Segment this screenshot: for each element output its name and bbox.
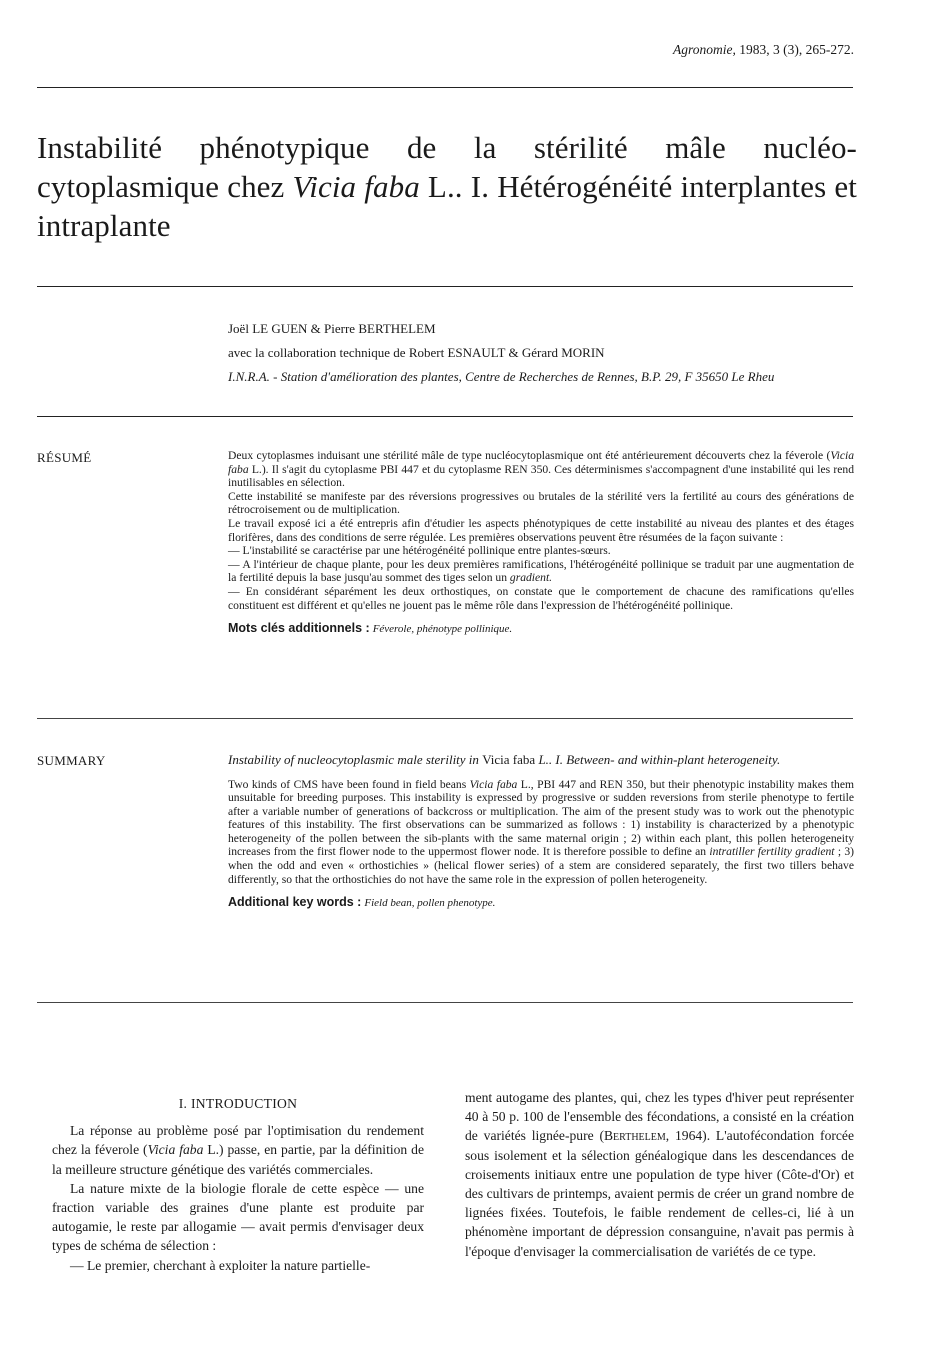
- intro-paragraph: [52, 1121, 424, 1179]
- resume-paragraph: Le travail exposé ici a été entrepris afin d'étudier les aspects phénotypiques de cette instabilité au niveau des plantes et des étages florifères, dans des conditions de serre régulée. Les premières observations peuvent être résumées de la façon suivante :: [228, 516, 854, 544]
- authors-rule: [37, 416, 853, 417]
- summary-body-text: Two kinds of CMS have been found in field beans: [228, 777, 470, 791]
- resume-p1-species: Vicia faba: [228, 449, 854, 476]
- resume-abstract: [228, 449, 854, 637]
- summary-title-species: Vicia faba: [482, 752, 536, 767]
- summary-body-text-c: ; 3) when the odd and even « orthostichies » (helical flower series) of a stem are considered separately, the first two tillers behave differently, so that the orthostichies do not have the same role in the expression of pollen heterogeneity.: [228, 845, 854, 886]
- intro-p1-text: La réponse au problème posé par l'optimisation du rendement chez la féverole (: [52, 1123, 424, 1158]
- resume-paragraph: [228, 449, 854, 490]
- author-collaboration: avec la collaboration technique de Robert ESNAULT & Gérard MORIN: [228, 345, 605, 360]
- summary-label: SUMMARY: [37, 753, 106, 768]
- summary-body-text-b: L., PBI 447 and REN 350, but their phenotypic instability makes them unsuitable for breeding purposes. This instability is expressed by progressive or sudden reversions from sterile phenotype to fertile after a variable number of generations of backcross or multiplication. The aim of the present study was to work out the phenotypic features of this instability. The first observations can be summarized as follows : 1) instability is characterized by a phenotypic heterogeneity of the pollen between the sib-plants with the same maternal origin ; 2) within each plant, this pollen heterogeneity increases from the first flower node to the uppermost flower node. It is therefore possible to define an: [228, 777, 854, 859]
- title-species: Vicia faba: [292, 169, 420, 204]
- intro-p1-text-b: L.) passe, en partie, par la définition de la meilleure structure génétique des variétés commerciales.: [52, 1142, 424, 1177]
- journal-citation: [673, 42, 854, 58]
- author-names: Joël LE GUEN & Pierre BERTHELEM: [228, 321, 436, 336]
- resume-paragraph: [228, 558, 854, 585]
- author-affiliation: I.N.R.A. - Station d'amélioration des plantes, Centre de Recherches de Rennes, B.P. 29, F 35650 Le Rheu: [228, 369, 775, 384]
- intro-column-right: [465, 1088, 854, 1261]
- intro-col2-text: ment autogame des plantes, qui, chez les types d'hiver peut représenter 40 à 50 p. 100 de l'ensemble des fécondations, a consisté en la création de variétés lignée-pure (: [465, 1090, 854, 1144]
- summary-keywords-text: Field bean, pollen phenotype.: [364, 897, 496, 910]
- intro-p1-species: Vicia faba: [147, 1142, 204, 1158]
- summary-title-text: Instability of nucleocytoplasmic male sterility in: [228, 752, 483, 767]
- resume-p5-emphasis: gradient.: [509, 571, 553, 585]
- intro-paragraph: La nature mixte de la biologie florale de cette espèce — une fraction variable des graines d'une plante est produite par autogamie, le reste par allogamie — avait permis d'envisager deux types de schéma de sélection :: [52, 1180, 424, 1254]
- resume-keywords-label: Mots clés additionnels :: [228, 621, 370, 636]
- intro-paragraph: [465, 1088, 854, 1261]
- resume-p1-text-b: L.). Il s'agit du cytoplasme PBI 447 et du cytoplasme REN 350. Ces déterminismes s'accompagnent d'une instabilité qui les rend inutilisables en sélection.: [228, 462, 854, 490]
- summary-keywords: [228, 896, 854, 911]
- resume-keywords-text: Féverole, phénotype pollinique.: [372, 623, 513, 636]
- journal-volume: 1983, 3 (3), 265-272.: [739, 42, 854, 57]
- resume-paragraph: Cette instabilité se manifeste par des réversions progressives ou brutales de la stérilité vers la fertilité au cours des générations de rétrocroisement ou de multiplication.: [228, 489, 854, 517]
- summary-body-emphasis: intratiller fertility gradient: [709, 845, 835, 859]
- summary-title-text-b: L.. I. Between- and within-plant heterogeneity.: [535, 752, 781, 767]
- resume-paragraph: — L'instabilité se caractérise par une hétérogénéité pollinique entre plantes-sœurs.: [228, 544, 611, 558]
- intro-citation: Berthelem: [603, 1128, 666, 1144]
- summary-body: [228, 778, 854, 887]
- resume-p5-text: — A l'intérieur de chaque plante, pour les deux premières ramifications, l'hétérogénéité pollinique se traduit par une augmentation de la fertilité depuis la base jusqu'au sommet des tiges selon un: [228, 557, 854, 585]
- summary-body-species: Vicia faba: [469, 777, 518, 791]
- summary-rule: [37, 1002, 853, 1003]
- resume-rule: [37, 718, 853, 719]
- title-rule: [37, 286, 853, 287]
- summary-title: [228, 752, 854, 768]
- summary-keywords-label: Additional key words :: [228, 895, 362, 910]
- intro-paragraph: — Le premier, cherchant à exploiter la nature partielle-: [70, 1257, 371, 1273]
- intro-heading: I. INTRODUCTION: [178, 1096, 298, 1111]
- title-text-2: L.. I. Hétérogénéité interplantes et intraplante: [37, 169, 857, 243]
- summary-abstract: [228, 752, 854, 911]
- journal-name: Agronomie,: [673, 42, 736, 57]
- header-rule: [37, 87, 853, 88]
- intro-column-left: [52, 1094, 424, 1275]
- resume-paragraph: — En considérant séparément les deux orthostiques, on constate que le comportement de chacune des ramifications qu'elles constituent est différent et qu'elles ne jouent pas le même rôle dans l'expression de l'hétérogénéité pollinique.: [228, 584, 854, 612]
- intro-col2-text-b: , 1964). L'autofécondation forcée sous isolement et la sélection généalogique dans les descendances de croisements initiaux entre une population de type hiver (Côte-d'Or) et des cultivars de printemps, avaient permis de créer un grand nombre de lignées fixées. Toutefois, le faible rendement de celles-ci, lié à un phénomène important de dépression consanguine, n'avait pas permis à l'époque d'envisager la commercialisation de variétés de ce type.: [465, 1128, 854, 1259]
- title-text-1: Instabilité phénotypique de la stérilité mâle nucléo-cytoplasmique chez: [37, 130, 857, 204]
- resume-label: RÉSUMÉ: [37, 450, 92, 465]
- resume-p1-text: Deux cytoplasmes induisant une stérilité mâle de type nucléocytoplasmique ont été antérieurement découverts chez la féverole (: [228, 449, 831, 462]
- article-title: [37, 128, 857, 245]
- resume-keywords: [228, 622, 854, 637]
